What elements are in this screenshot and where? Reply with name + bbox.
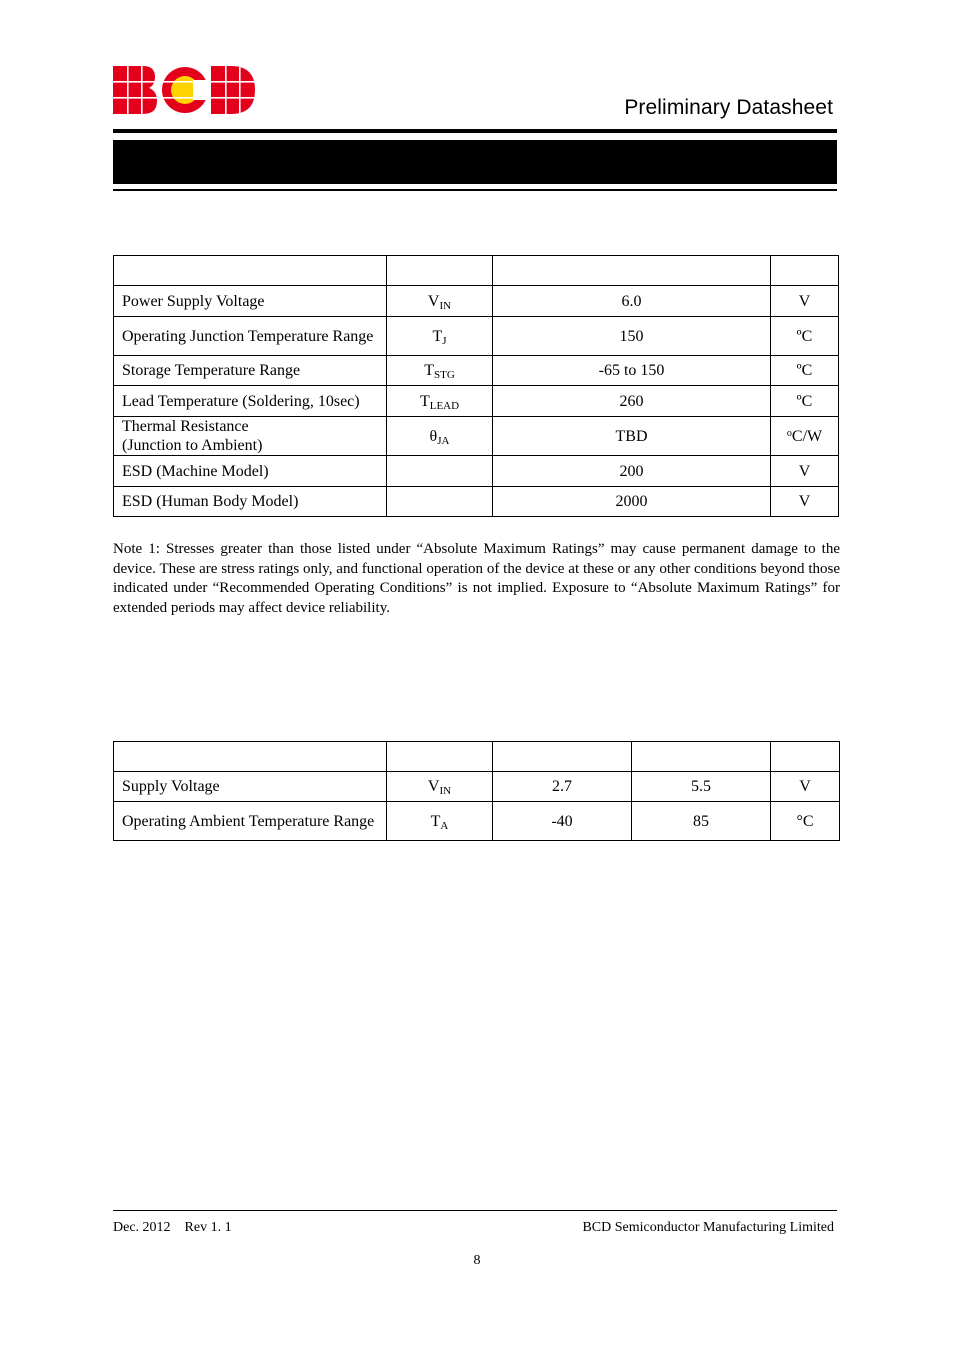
value-cell: 150 — [493, 317, 771, 356]
unit-cell: V — [771, 772, 840, 802]
symbol-cell: $V_{IN}$ — [387, 772, 493, 802]
parameter-cell: ESD (Machine Model) — [114, 456, 387, 487]
symbol-cell: $T_{STG}$ — [387, 356, 493, 386]
parameter-cell: ESD (Human Body Model) — [114, 487, 387, 517]
recommended-operating-conditions-table — [113, 741, 840, 841]
symbol-cell: $T_A$ — [387, 802, 493, 841]
table-header-row — [114, 742, 840, 772]
unit-cell: V — [771, 487, 839, 517]
max-cell: 85 — [632, 802, 771, 841]
table-row — [114, 456, 839, 487]
footer-company: BCD Semiconductor Manufacturing Limited — [582, 1220, 834, 1235]
table-row — [114, 317, 839, 356]
value-cell: 200 — [493, 456, 771, 487]
page-number: 8 — [473, 1253, 481, 1268]
table-header-row — [114, 256, 839, 286]
unit-cell: ºC — [771, 356, 839, 386]
header-cell — [114, 742, 387, 772]
table-row — [114, 487, 839, 517]
value-cell: 2000 — [493, 487, 771, 517]
footer-date-revision: Dec. 2012 Rev 1. 1 — [113, 1220, 232, 1235]
header-rule — [113, 129, 837, 133]
parameter-cell: Thermal Resistance (Junction to Ambient) — [114, 417, 387, 456]
bcd-logo — [113, 66, 255, 114]
parameter-cell: Storage Temperature Range — [114, 356, 387, 386]
parameter-cell: Operating Ambient Temperature Range — [114, 802, 387, 841]
unit-cell: ºC — [771, 386, 839, 417]
note-1: Note 1: Stresses greater than those listed under “Absolute Maximum Ratings” may cause permanent damage to the device. These are stress ratings only, and functional operation of the device at these or any other conditions beyond those indicated under “Recommended Operating Conditions” is not implied. Exposure to “Absolute Maximum Ratings” for extended periods may affect device reliability. — [113, 541, 840, 616]
parameter-cell: Lead Temperature (Soldering, 10sec) — [114, 386, 387, 417]
header-cell — [771, 256, 839, 286]
value-cell: -65 to 150 — [493, 356, 771, 386]
header-title: Preliminary Datasheet — [624, 96, 833, 119]
header-cell — [632, 742, 771, 772]
table-row — [114, 772, 840, 802]
table-row — [114, 802, 840, 841]
table-row — [114, 417, 839, 456]
unit-cell: $^o$C/W — [771, 417, 839, 456]
header-cell — [387, 742, 493, 772]
value-cell: 6.0 — [493, 286, 771, 317]
section-title-bar — [113, 140, 837, 184]
min-cell: 2.7 — [493, 772, 632, 802]
footer-rule — [113, 1210, 837, 1211]
unit-cell: V — [771, 456, 839, 487]
parameter-cell: Supply Voltage — [114, 772, 387, 802]
table-row — [114, 356, 839, 386]
symbol-cell — [387, 487, 493, 517]
unit-cell: °C — [771, 802, 840, 841]
parameter-cell: Operating Junction Temperature Range — [114, 317, 387, 356]
symbol-cell: $V_{IN}$ — [387, 286, 493, 317]
header-cell — [493, 256, 771, 286]
min-cell: -40 — [493, 802, 632, 841]
header-rule-thin — [113, 189, 837, 191]
header-cell — [771, 742, 840, 772]
absolute-maximum-ratings-table — [113, 255, 839, 517]
parameter-cell: Power Supply Voltage — [114, 286, 387, 317]
symbol-cell: $\theta_{JA}$ — [387, 417, 493, 456]
header-cell — [114, 256, 387, 286]
value-cell: 260 — [493, 386, 771, 417]
unit-cell: ºC — [771, 317, 839, 356]
header-cell — [387, 256, 493, 286]
symbol-cell: $T_{LEAD}$ — [387, 386, 493, 417]
max-cell: 5.5 — [632, 772, 771, 802]
table-row — [114, 286, 839, 317]
header-cell — [493, 742, 632, 772]
symbol-cell: $T_J$ — [387, 317, 493, 356]
symbol-cell — [387, 456, 493, 487]
value-cell: TBD — [493, 417, 771, 456]
unit-cell: V — [771, 286, 839, 317]
table-row — [114, 386, 839, 417]
